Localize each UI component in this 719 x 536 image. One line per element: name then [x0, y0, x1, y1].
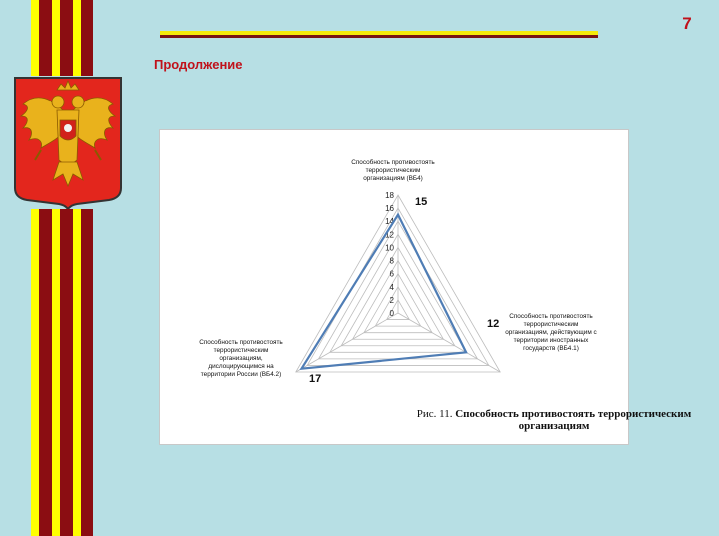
- axis-label-vb4: [338, 159, 448, 183]
- tick-label: 8: [389, 256, 394, 266]
- tick-label: 2: [389, 295, 394, 305]
- top-red-stripe-1: [39, 0, 52, 76]
- bottom-red-stripe-1: [39, 209, 52, 536]
- tick-label: 14: [385, 217, 394, 227]
- axis-label-line: государств (ВБ4.1): [523, 345, 579, 352]
- bottom-red-stripe-3: [81, 209, 93, 536]
- value-label-vb4-2: 17: [309, 373, 322, 385]
- value-label-vb4: 15: [415, 196, 428, 208]
- tick-label: 12: [385, 230, 394, 240]
- top-yellow-stripe-1: [31, 0, 39, 76]
- caption-title-line2: организациям: [518, 420, 590, 432]
- value-label-vb4-1: 12: [487, 318, 500, 330]
- slide-heading: Продолжение: [154, 57, 243, 72]
- axis-label-vb4-2: [182, 339, 300, 379]
- axis-label-line: организациям,: [219, 355, 263, 362]
- tick-label: 10: [385, 243, 394, 253]
- top-red-stripe-3: [81, 0, 93, 76]
- bottom-red-stripe-2: [60, 209, 73, 536]
- axis-label-vb4-1: [492, 313, 610, 353]
- caption-title-line1: Способность противостоять террористическим: [455, 408, 692, 420]
- russian-coat-of-arms-icon: [13, 76, 123, 209]
- axis-spoke: [398, 313, 500, 372]
- bottom-yellow-stripe-2: [52, 209, 60, 536]
- axis-label-line: территории иностранных: [513, 337, 589, 344]
- axis-label-line: Способность противостоять: [199, 339, 283, 346]
- bottom-yellow-stripe-3: [73, 209, 81, 536]
- axis-label-line: террористическим: [365, 167, 421, 174]
- tick-label: 4: [389, 282, 394, 292]
- axis-label-line: дислоцирующимся на: [208, 363, 274, 370]
- axis-label-line: Способность противостоять: [351, 159, 435, 166]
- tick-label: 16: [385, 204, 394, 214]
- axis-label-line: организациям (ВБ4): [363, 175, 423, 182]
- bottom-yellow-stripe-1: [31, 209, 39, 536]
- top-red-stripe-2: [60, 0, 73, 76]
- axis-label-line: территории России (ВБ4.2): [200, 371, 282, 378]
- axis-label-line: террористическим: [523, 321, 579, 328]
- axis-label-line: организациям, действующим с: [505, 329, 597, 336]
- caption-prefix: Рис. 11.: [416, 408, 453, 420]
- top-yellow-stripe-3: [73, 0, 81, 76]
- figure-caption: [320, 408, 719, 432]
- tick-label: 0: [389, 309, 394, 318]
- figure-panel: [159, 129, 692, 445]
- page-number: 7: [682, 14, 692, 33]
- axis-label-line: террористическим: [213, 347, 269, 354]
- axis-label-line: Способность противостоять: [509, 313, 593, 320]
- title-rule-red: [160, 35, 598, 38]
- tick-label: 18: [385, 191, 394, 200]
- tick-label: 6: [389, 269, 394, 279]
- top-yellow-stripe-2: [52, 0, 60, 76]
